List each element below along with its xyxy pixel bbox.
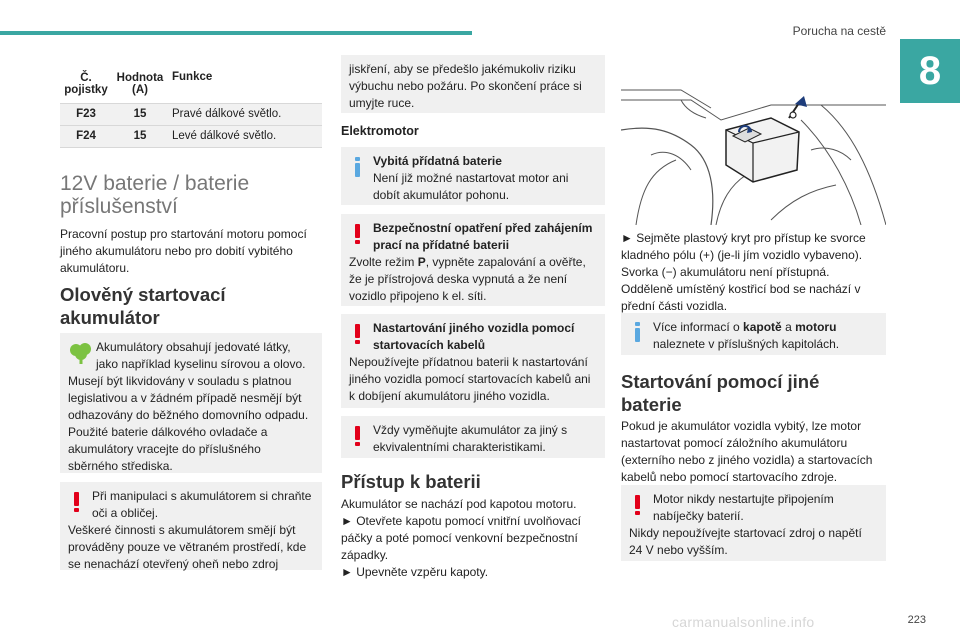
page-number: 223 — [907, 614, 926, 626]
jump-start-warning — [341, 314, 605, 408]
more-info-note — [621, 313, 886, 355]
charger-warning — [621, 485, 886, 561]
step-open-bonnet: ► Otevřete kapotu pomocí vnitřní uvolňovací páčky a poté pomocí venkovní bezpečnostní západky. — [341, 514, 581, 562]
electric-motor-heading: Elektromotor — [341, 124, 419, 138]
intro-text: Pracovní postup pro startování motoru pomocí jiného akumulátoru nebo pro dobití vybitého akumulátoru. — [60, 227, 307, 275]
discharged-battery-title: Vybitá přídatná baterie — [373, 154, 502, 168]
section-title: 12V baterie / baterie příslušenství — [60, 172, 250, 218]
safety-text-pre: Zvolte režim — [349, 255, 418, 269]
remove-cover-step: ► Sejměte plastový kryt pro přístup ke svorce kladného pólu (+) (je-li jím vozidlo vybaveno). Svorka (−) akumulátoru není přístupná. Odděleně umístěný kostřicí bod se nachází v přední části vozidla. — [621, 231, 866, 313]
fuse-function: Pravé dálkové světlo. — [168, 103, 322, 125]
info-icon — [355, 157, 360, 177]
engine-compartment-illustration — [621, 60, 886, 225]
more-info-mid: a — [781, 320, 796, 334]
safety-precautions-warning — [341, 214, 605, 306]
fuse-header-function: Funkce — [168, 65, 322, 103]
jump-start-text: Nepoužívejte přídatnou baterii k nastartování jiného vozidla pomocí startovacích kabelů ani k dobíjení akumulátoru jiného vozidla. — [349, 355, 591, 403]
protect-eyes-text: Veškeré činnosti s akumulátorem smějí být prováděny pouze ve větraném prostředí, kde se nenachází otevřený oheň nebo zdroj — [68, 523, 307, 571]
warning-icon — [635, 495, 640, 515]
replace-battery-warning — [341, 416, 605, 458]
fuse-header-value: Hodnota (A) — [112, 65, 168, 103]
table-row — [60, 103, 322, 125]
discharged-battery-text: Není již možné nastartovat motor ani dobít akumulátor pohonu. — [373, 171, 569, 202]
more-info-pre: Více informací o — [653, 320, 744, 334]
fuse-function: Levé dálkové světlo. — [168, 125, 322, 147]
battery-access-heading: Přístup k baterii — [341, 471, 481, 492]
jump-start-title: Nastartování jiného vozidla pomocí startovacích kabelů — [373, 321, 575, 352]
fuse-no: F24 — [60, 125, 112, 147]
engine-ref: motoru — [795, 320, 837, 334]
continued-warning-text: jiskření, aby se předešlo jakémukoliv riziku výbuchu nebo požáru. Po skončení práce si umyjte ruce. — [349, 62, 582, 110]
bonnet-ref: kapotě — [743, 320, 782, 334]
lead-acid-heading: Olověný startovací akumulátor — [60, 284, 226, 328]
battery-location-text: Akumulátor se nachází pod kapotou motoru. — [341, 497, 577, 511]
warning-icon — [355, 224, 360, 244]
replace-battery-text: Vždy vyměňujte akumulátor za jiný s ekvivalentními charakteristikami. — [373, 423, 568, 454]
tree-icon — [68, 341, 94, 370]
watermark: carmanualsonline.info — [672, 614, 815, 630]
chapter-number-tab: 8 — [900, 39, 960, 103]
jump-start-description: Pokud je akumulátor vozidla vybitý, lze motor nastartovat pomocí záložního akumulátoru (externího nebo z jiného vozidla) a startovacích kabelů nebo pomocí startovacího zdroje. — [621, 419, 873, 484]
protect-eyes-first: Při manipulaci s akumulátorem si chraňte oči a obličej. — [92, 489, 312, 520]
safety-precautions-text — [349, 254, 597, 305]
header-accent-bar — [0, 31, 472, 35]
battery-access-text — [341, 496, 603, 581]
charger-warning-first: Motor nikdy nestartujte připojením nabíječky baterií. — [653, 492, 834, 523]
info-icon — [635, 322, 640, 342]
warning-icon — [355, 426, 360, 446]
safety-precautions-title: Bezpečnostní opatření před zahájením prací na přídatné baterii — [373, 221, 593, 252]
warning-icon — [355, 324, 360, 344]
discharged-battery-info — [341, 147, 605, 205]
more-info-text — [629, 319, 878, 353]
charger-warning-text: Nikdy nepoužívejte startovací zdroj o napětí 24 V nebo vyšším. — [629, 526, 862, 557]
fuse-value: 15 — [112, 103, 168, 125]
protect-eyes-warning — [60, 482, 322, 570]
jump-start-heading: Startování pomocí jiné baterie — [621, 371, 820, 415]
fuse-value: 15 — [112, 125, 168, 147]
more-info-post: naleznete v příslušných kapitolách. — [653, 337, 840, 351]
chapter-title: Porucha na cestě — [792, 24, 886, 38]
safety-text-post: , vypněte zapalování a ověřte, že je přístrojová deska vypnutá a že není vozidlo připojeno k el. síti. — [349, 255, 586, 303]
step-fix-strut: ► Upevněte vzpěru kapoty. — [341, 565, 489, 579]
fuse-table — [60, 65, 322, 148]
environment-note-text: Musejí být likvidovány v souladu s platnou legislativou a v žádném případě nesmějí být odhazovány do běžného domovního odpadu. Použité baterie dálkového ovladače a akumulátory vracejte do příslušného sběrného střediska. — [68, 374, 309, 473]
fuse-no: F23 — [60, 103, 112, 125]
fuse-header-no: Č. pojistky — [60, 65, 112, 103]
environment-note — [60, 333, 322, 473]
mode-key: P — [417, 255, 426, 269]
continued-warning — [341, 55, 605, 113]
table-row — [60, 125, 322, 147]
warning-icon — [74, 492, 79, 512]
environment-note-first: Akumulátory obsahují jedovaté látky, jako například kyselinu sírovou a olovo. — [96, 340, 306, 371]
